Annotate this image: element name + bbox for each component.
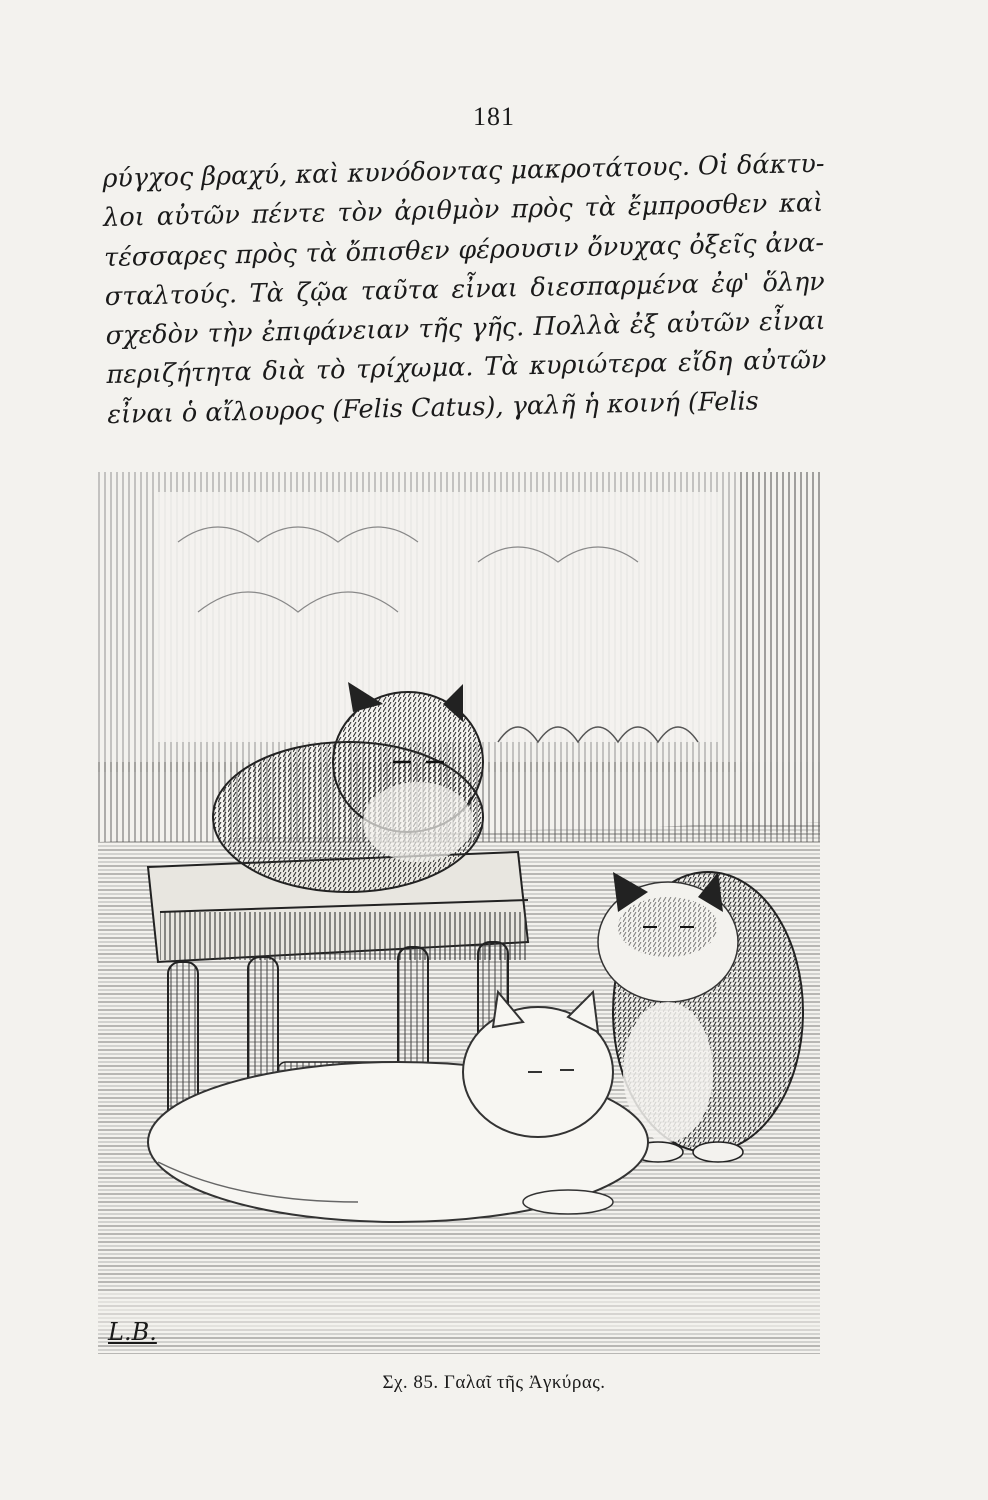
page-number: 181 [473,102,515,131]
figure-caption: Σχ. 85. Γαλαῖ τῆς Ἀγκύρας. [382,1372,606,1393]
text-line: σχεδὸν τὴν ἐπιφάνειαν τῆς γῆς. Πολλὰ ἐξ αὐτῶν εἶναι [105,306,826,352]
text-line: σταλτούς. Τὰ ζῷα ταῦτα εἶναι διεσπαρμένα ἐφ' ὅλην [104,266,826,312]
text-line: εἶναι ὁ αἴλουρος (Felis Catus), γαλῆ ἡ κοινή (Felis [107,386,759,430]
body-paragraph [102,145,828,435]
engraving-illustration [98,472,820,1354]
text-line: ρύγχος βραχύ, καὶ κυνόδοντας μακροτάτους. Οἱ δάκτυ- [102,148,825,194]
engraver-signature: L.B. [108,1318,157,1346]
text-line: περιζήτητα διὰ τὸ τρίχωμα. Τὰ κυριώτερα εἴδη αὐτῶν [106,345,827,391]
text-line: τέσσαρες πρὸς τὰ ὄπισθεν φέρουσιν ὄνυχας ὀξεῖς ἀνα- [103,227,825,273]
text-line: λοι αὐτῶν πέντε τὸν ἀριθμὸν πρὸς τὰ ἔμπροσθεν καὶ [102,188,824,234]
